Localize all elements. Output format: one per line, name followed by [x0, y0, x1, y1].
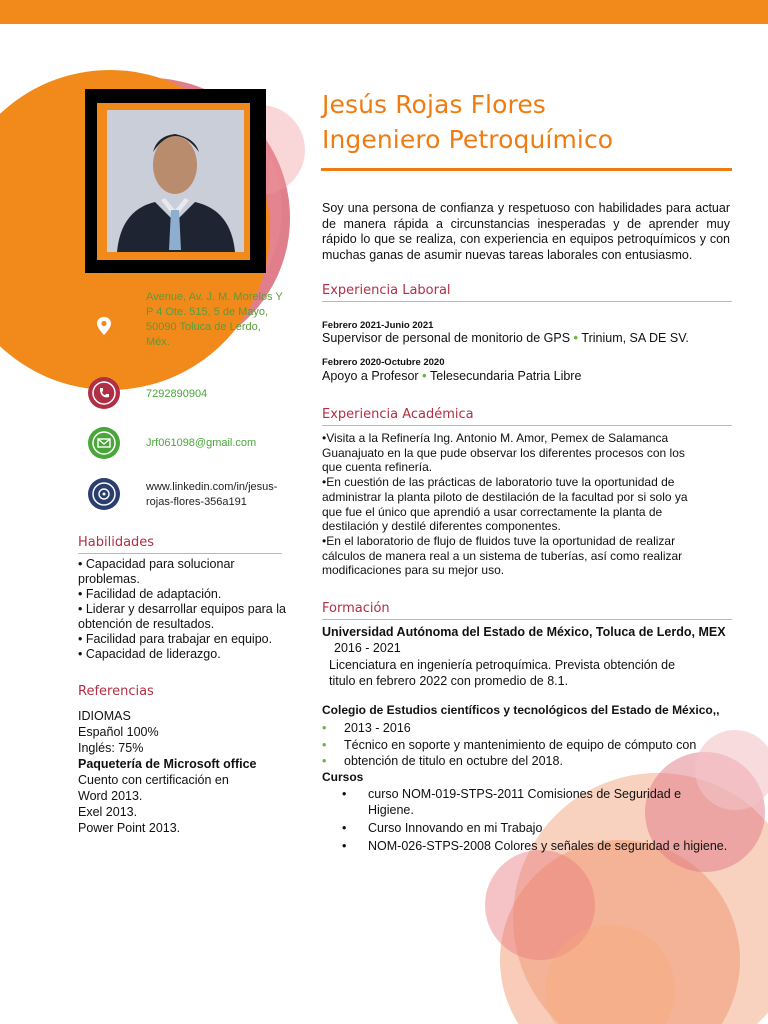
reference-line: IDIOMAS: [78, 709, 131, 723]
list-item: • Capacidad de liderazgo.: [78, 647, 221, 661]
bullet-icon: •: [322, 737, 327, 752]
profile-photo: [107, 110, 244, 252]
linkedin-text[interactable]: www.linkedin.com/in/jesus-rojas-flores-356a191: [146, 481, 278, 508]
job-company: Trinium, SA DE SV.: [581, 331, 689, 345]
education-heading-rule: [322, 619, 732, 620]
references-heading: Referencias: [78, 684, 154, 699]
list-item: • Liderar y desarrollar equipos para la obtención de resultados.: [78, 602, 286, 631]
academic-heading: Experiencia Académica: [322, 407, 474, 422]
list-item: •En cuestión de las prácticas de laboratorio tuve la oportunidad de administrar la planta piloto de destilación de la facultad por si solo ya que fue el único que aprendió a usar correctamente la planta de destilación y destilé diferentes componentes.: [322, 475, 688, 534]
office-label: Paquetería de Microsoft office: [78, 757, 257, 771]
bullet-icon: •: [342, 821, 347, 835]
bullet-icon: •: [322, 754, 327, 768]
linkedin-icon: [88, 478, 120, 510]
university-name: Universidad Autónoma del Estado de México, Toluca de Lerdo, MEX: [322, 625, 726, 639]
job-dates: Febrero 2021-Junio 2021: [322, 320, 434, 331]
email-text[interactable]: Jrf061098@gmail.com: [146, 437, 257, 449]
job-line: [322, 331, 689, 345]
name-title: Jesús Rojas Flores: [322, 90, 546, 119]
reference-line: Cuento con certificación en Word 2013.: [78, 773, 229, 803]
list-item: • Curso Innovando en mi Trabajo: [342, 821, 543, 835]
reference-line: Exel 2013.: [78, 805, 138, 819]
reference-line: Inglés: 75%: [78, 741, 144, 755]
list-item: •En el laboratorio de flujo de fluidos tuve la oportunidad de realizar cálculos de manera real a un sistema de tuberías, así como realizar modificaciones para su mejor uso.: [322, 533, 683, 578]
job-position: Apoyo a Profesor: [322, 369, 419, 383]
college-list: [322, 720, 696, 770]
phone-text[interactable]: 7292890904: [146, 388, 208, 400]
job-company: Telesecundaria Patria Libre: [429, 369, 582, 383]
college-name: Colegio de Estudios científicos y tecnológicos del Estado de México,,: [322, 703, 720, 717]
skills-list: [78, 557, 293, 662]
list-item: • 2013 - 2016: [322, 721, 411, 735]
list-item: • Capacidad para solucionar problemas.: [78, 557, 235, 586]
role-title: Ingeniero Petroquímico: [322, 125, 614, 154]
list-item: • Facilidad para trabajar en equipo.: [78, 632, 273, 646]
job-dates: Febrero 2020-Octubre 2020: [322, 357, 445, 368]
bullet-icon: •: [322, 721, 327, 735]
address-text: Avenue, Av. J. M. Morelos Y P 4 Ote. 515, 5 de Mayo, 50090 Toluca de Lerdo, Méx.: [146, 291, 283, 348]
university-years: 2016 - 2021: [334, 641, 401, 655]
bullet-icon: •: [342, 838, 347, 853]
phone-icon: [88, 377, 120, 409]
summary-paragraph: Soy una persona de confianza y respetuoso con habilidades para actuar de manera rápida a circunstancias inesperadas y de aprender muy rápido lo que se realiza, con experiencia en equipos petroquímicos y con muchas ganas de asumir nuevas tareas laborales con entusiasmo.: [322, 201, 730, 262]
references-block: [78, 708, 278, 836]
reference-line: Español 100%: [78, 725, 159, 739]
list-item: • Facilidad de adaptación.: [78, 587, 222, 601]
list-item: • NOM-026-STPS-2008 Colores y señales de seguridad e higiene.: [342, 838, 728, 853]
location-pin-icon: [94, 316, 114, 336]
list-item: •Visita a la Refinería Ing. Antonio M. Amor, Pemex de Salamanca Guanajuato en la que pude observar los diferentes procesos con los que cuenta refinería.: [322, 431, 685, 475]
university-description: Licenciatura en ingeniería petroquímica. Prevista obtención de titulo en febrero 2022 con promedio de 8.1.: [329, 658, 676, 688]
top-accent-bar: [0, 0, 768, 24]
education-heading: Formación: [322, 601, 390, 616]
job-line: [322, 369, 581, 383]
email-icon: [88, 427, 120, 459]
skills-heading-rule: [78, 553, 282, 554]
academic-heading-rule: [322, 425, 732, 426]
experience-heading-rule: [322, 301, 732, 302]
list-item: • Técnico en soporte y mantenimiento de equipo de cómputo con: [322, 737, 697, 752]
courses-list: [342, 787, 742, 854]
list-item: • obtención de titulo en octubre del 2018.: [322, 754, 563, 768]
list-item: • curso NOM-019-STPS-2011 Comisiones de Seguridad e Higiene.: [342, 787, 682, 817]
separator-dot: •: [422, 369, 430, 383]
bullet-icon: •: [342, 787, 347, 801]
reference-line: Power Point 2013.: [78, 821, 181, 835]
courses-label: Cursos: [322, 770, 364, 784]
separator-dot: •: [573, 331, 582, 345]
academic-list: [322, 431, 707, 578]
job-position: Supervisor de personal de monitorio de GPS: [322, 331, 571, 345]
title-divider: [321, 168, 732, 171]
experience-heading: Experiencia Laboral: [322, 283, 451, 298]
skills-heading: Habilidades: [78, 535, 155, 550]
